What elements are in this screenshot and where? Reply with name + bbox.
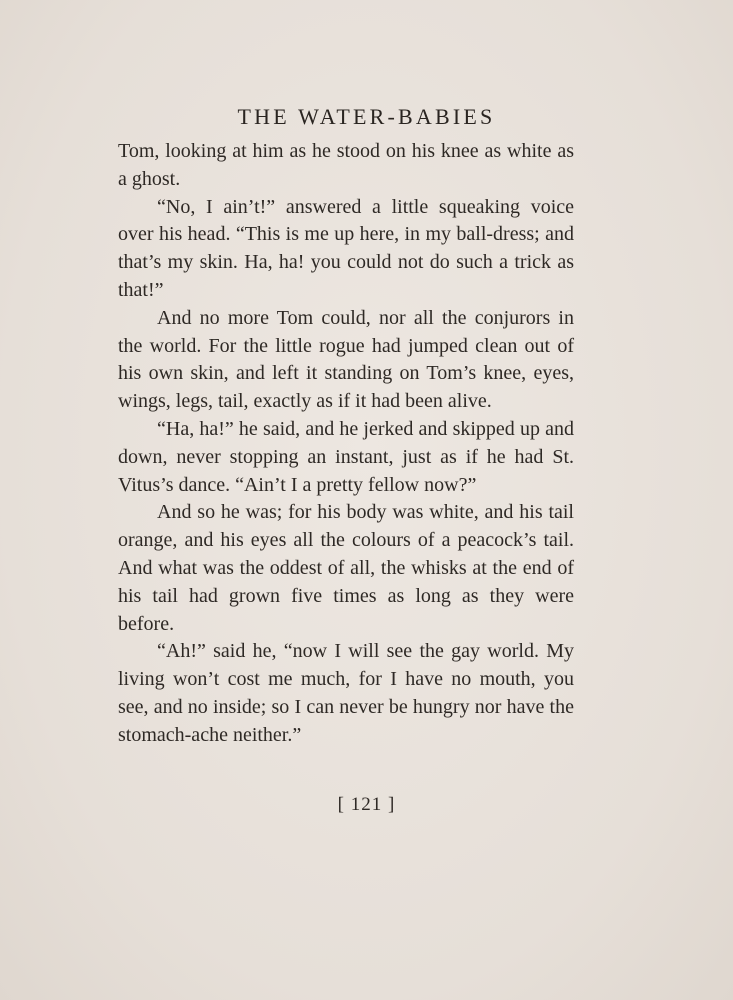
running-head: THE WATER-BABIES — [237, 104, 496, 129]
paragraph: “Ha, ha!” he said, and he jerked and skipped up and down, never stopping an instant, just as if he had St. Vitus’s dance. “Ain’t I a pretty fellow now?” — [118, 417, 574, 496]
body-text — [118, 138, 574, 750]
paragraph: “No, I ain’t!” answered a little squeaking voice over his head. “This is me up here, in my ball-dress; and that’s my skin. Ha, ha! you could not do such a trick as that!” — [118, 195, 574, 301]
paragraph: And so he was; for his body was white, and his tail orange, and his eyes all the colours of a peacock’s tail. And what was the oddest of all, the whisks at the end of his tail had grown five times as long as they were before. — [118, 501, 574, 635]
page-number: [ 121 ] — [337, 794, 396, 815]
paragraph: Tom, looking at him as he stood on his knee as white as a ghost. — [118, 140, 574, 190]
paragraph: “Ah!” said he, “now I will see the gay world. My living won’t cost me much, for I have no mouth, you see, and no inside; so I can never be hungry nor have the stomach-ache neither.” — [118, 640, 574, 746]
paragraph: And no more Tom could, nor all the conjurors in the world. For the little rogue had jumped clean out of his own skin, and left it standing on Tom’s knee, eyes, wings, legs, tail, exactly as if it had been alive. — [118, 306, 574, 413]
